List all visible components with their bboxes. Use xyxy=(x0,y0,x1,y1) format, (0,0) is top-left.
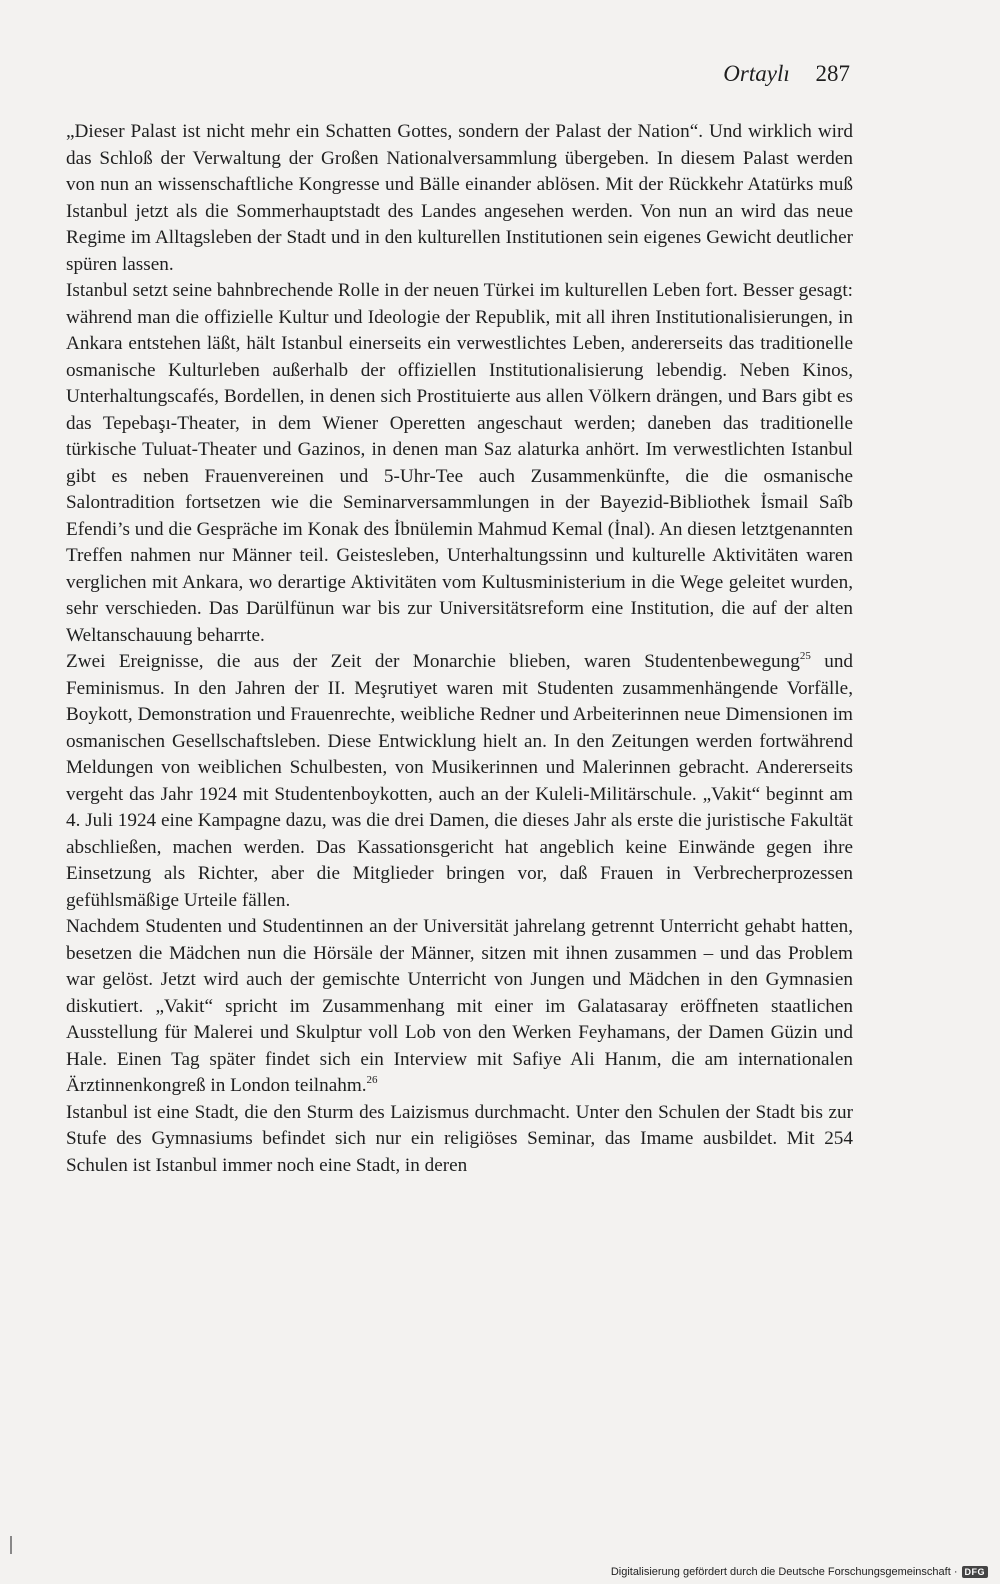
paragraph xyxy=(66,119,853,278)
paragraph xyxy=(66,914,853,1100)
footer-credit: Digitalisierung gefördert durch die Deutsche Forschungsgemeinschaft · xyxy=(610,1566,958,1578)
margin-mark xyxy=(10,1536,12,1554)
paragraph xyxy=(66,278,853,649)
footnote-marker[interactable]: 26 xyxy=(366,1074,378,1086)
page-number: 287 xyxy=(815,61,850,86)
paragraph-text: Istanbul setzt seine bahnbrechende Rolle in der neuen Türkei im kulturellen Leben fort. Besser gesagt: während man die offizielle Kultur und Ideologie der Republik, mit all ihren Institutionalisierungen, in Ankara entstehen läßt, hält Istanbul einerseits ein verwestlichtes Leben, andererseits das traditionelle osmanische Kulturleben außerhalb der offiziellen Institutionalisierung lebendig. Neben Kinos, Unterhaltungscafés, Bordellen, in denen sich Prostituierte aus allen Völkern drängen, und Bars gibt es das Tepebaşı-Theater, in dem Wiener Operetten angeschaut werden; daneben das traditionelle türkische Tuluat-Theater und Gazinos, in denen man Saz alaturka anhört. Im verwestlichten Istanbul gibt es neben Frauenvereinen und 5-Uhr-Tee auch Zusammenkünfte, die die osmanische Salontradition fortsetzen wie die Seminarversammlungen in der Bayezid-Bibliothek İsmail Saîb Efendi’s und die Gespräche im Konak des İbnülemin Mahmud Kemal (İnal). An diesen letztgenannten Treffen nahmen nur Männer teil. Geistesleben, Unterhaltungssinn und kulturelle Aktivitäten waren verglichen mit Ankara, wo derartige Aktivitäten vom Kultusministerium in die Wege geleitet wurden, sehr verschieden. Das Darülfünun war bis zur Universitätsreform eine Institution, die auf der alten Weltanschauung beharrte. xyxy=(66,280,853,646)
paragraph-text: „Dieser Palast ist nicht mehr ein Schatten Gottes, sondern der Palast der Nation“. Und wirklich wird das Schloß der Verwaltung der Großen Nationalversammlung übergeben. In diesem Palast werden von nun an wissenschaftliche Kongresse und Bälle einander ablösen. Mit der Rückkehr Atatürks muß Istanbul jetzt als die Sommerhauptstadt des Landes angesehen werden. Von nun an wird das neue Regime im Alltagsleben der Stadt und in den kulturellen Institutionen sein eigenes Gewicht deutlicher spüren lassen. xyxy=(66,121,853,275)
paragraph xyxy=(66,649,853,914)
paragraph-text: Zwei Ereignisse, die aus der Zeit der Monarchie blieben, waren Studentenbewegung xyxy=(66,651,800,672)
paragraph xyxy=(66,1100,853,1180)
running-header xyxy=(66,60,850,88)
paragraph-text: Istanbul ist eine Stadt, die den Sturm des Laizismus durchmacht. Unter den Schulen der Stadt bis zur Stufe des Gymnasiums befindet sich nur ein religiöses Seminar, das Imame ausbildet. Mit 254 Schulen ist Istanbul immer noch eine Stadt, in deren xyxy=(66,1101,853,1176)
body-text xyxy=(66,119,853,1179)
digitization-footer xyxy=(611,1566,988,1578)
dfg-logo: DFG xyxy=(962,1566,989,1578)
paragraph-text: und Feminismus. In den Jahren der II. Meşrutiyet waren mit Studenten zusammenhängende Vorfälle, Boykott, Demonstration und Frauenrechte, weibliche Redner und Arbeiterinnen neue Dimensionen im osmanischen Gesellschaftsleben. Diese Entwicklung hielt an. In den Zeitungen werden fortwährend Meldungen von weiblichen Schulbesten, von Musikerinnen und Malerinnen gebracht. Andererseits vergeht das Jahr 1924 mit Studentenboykotten, auch an der Kuleli-Militärschule. „Vakit“ beginnt am 4. Juli 1924 eine Kampagne dazu, was die drei Damen, die dieses Jahr als erste die juristische Fakultät abschließen, machen werden. Das Kassationsgericht hat angeblich keine Einwände gegen ihre Einsetzung als Richter, aber die Mitglieder bringen vor, daß Frauen in Verbrecherprozessen gefühlsmäßige Urteile fällen. xyxy=(66,651,853,911)
footnote-marker[interactable]: 25 xyxy=(799,650,811,662)
running-header-author: Ortaylı xyxy=(723,61,790,86)
paragraph-text: Nachdem Studenten und Studentinnen an der Universität jahrelang getrennt Unterricht gehabt hatten, besetzen die Mädchen nun die Hörsäle der Männer, sitzen mit ihnen zusammen – und das Problem war gelöst. Jetzt wird auch der gemischte Unterricht von Jungen und Mädchen in den Gymnasien diskutiert. „Vakit“ spricht im Zusammenhang mit einer im Galatasaray eröffneten staatlichen Ausstellung für Malerei und Skulptur voll Lob von den Werken Feyhamans, der Damen Güzin und Hale. Einen Tag später findet sich ein Interview mit Safiye Ali Hanım, die am internationalen Ärztinnenkongreß in London teilnahm. xyxy=(66,916,853,1096)
